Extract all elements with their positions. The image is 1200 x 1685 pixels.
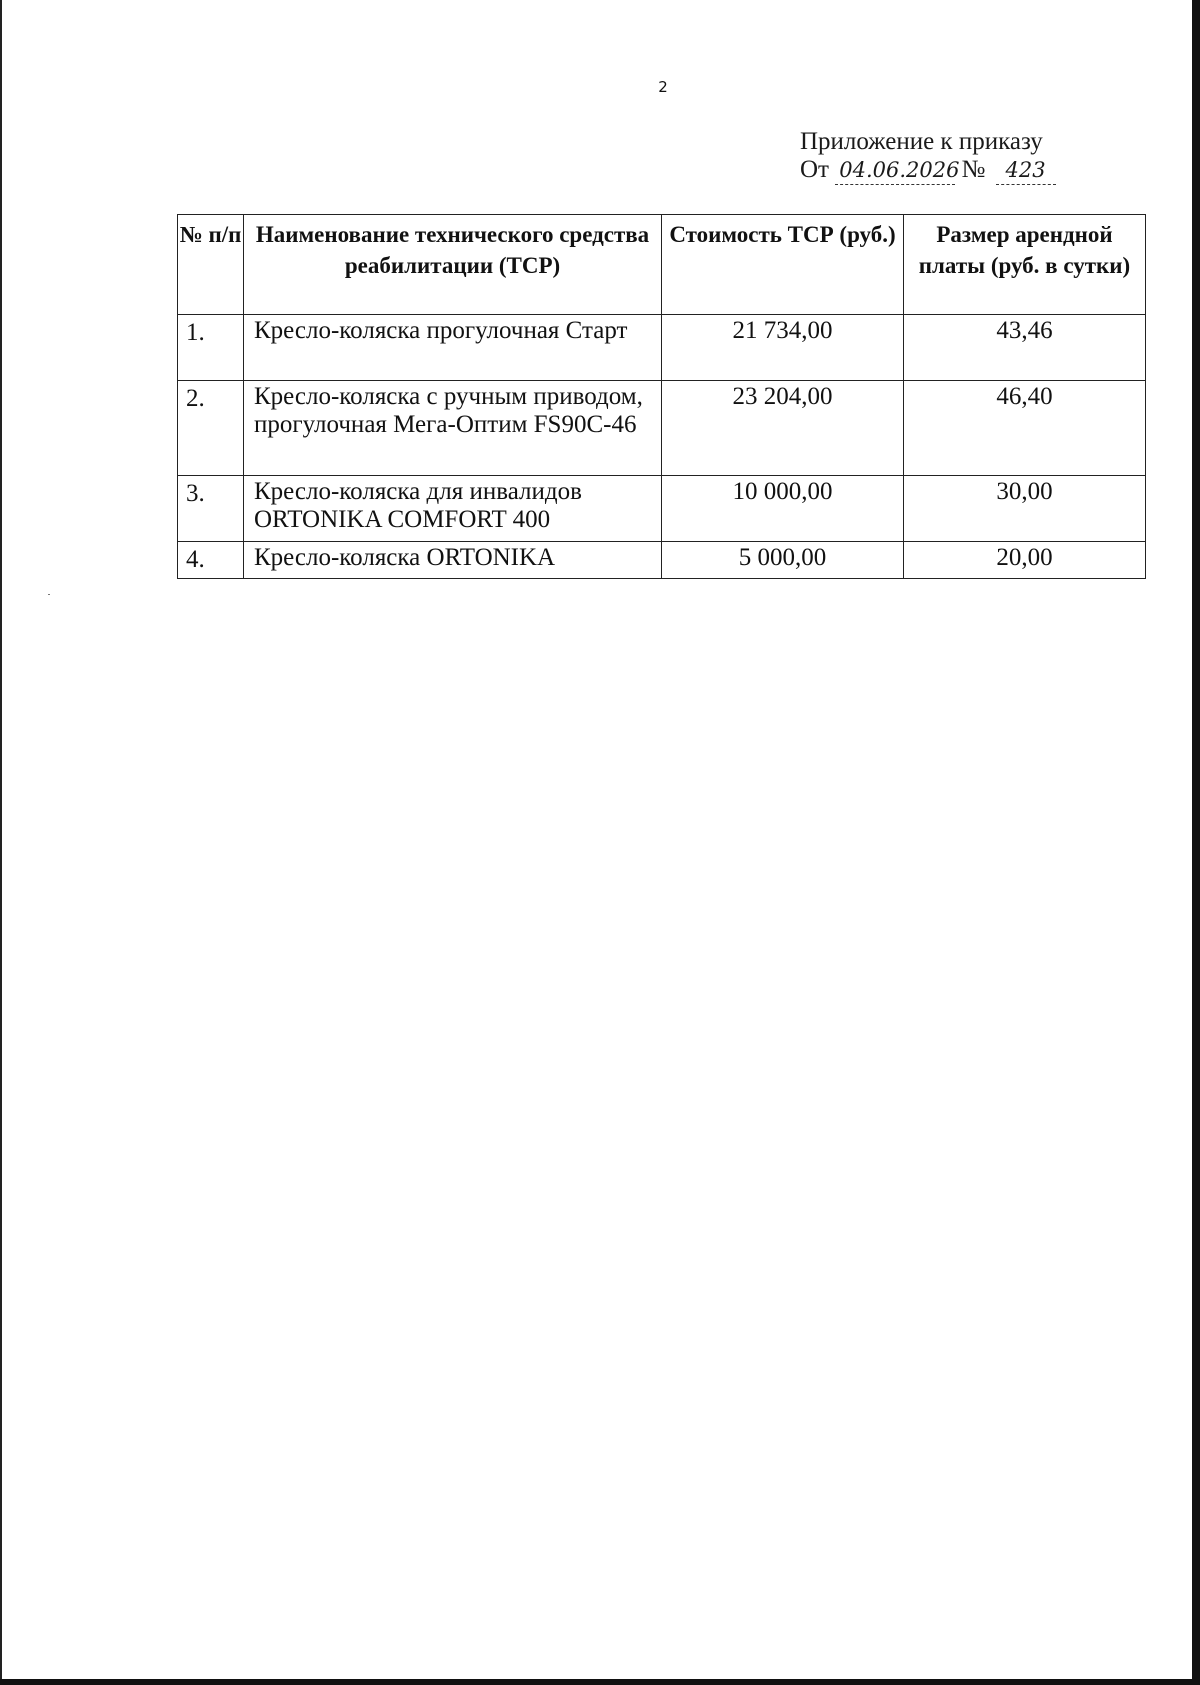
annex-title: Приложение к приказу: [800, 128, 1043, 155]
row-name: Кресло-коляска для инвалидов ORTONIKA COMFORT 400: [244, 476, 662, 542]
annex-header: [800, 128, 1056, 185]
row-rent: 30,00: [904, 476, 1146, 542]
row-name: Кресло-коляска с ручным приводом, прогулочная Мега-Оптим FS90C-46: [244, 381, 662, 476]
row-name: Кресло-коляска ORTONIKA: [244, 542, 662, 579]
annex-number-label: №: [961, 156, 986, 183]
page-number: 2: [658, 78, 668, 96]
table-header-row: [178, 215, 1146, 315]
row-cost: 5 000,00: [662, 542, 904, 579]
page-edge-left: [0, 0, 2, 1685]
row-cost: 10 000,00: [662, 476, 904, 542]
row-num: 3.: [178, 476, 244, 542]
row-num: 2.: [178, 381, 244, 476]
row-rent: 46,40: [904, 381, 1146, 476]
row-rent: 43,46: [904, 315, 1146, 381]
annex-number: 423: [996, 156, 1056, 185]
row-num: 1.: [178, 315, 244, 381]
annex-date: 04.06.2026: [835, 156, 955, 185]
annex-date-line: [800, 156, 1056, 185]
header-rent: Размер арендной платы (руб. в сутки): [904, 215, 1146, 315]
table-row: [178, 381, 1146, 476]
rehab-equipment-table: [177, 214, 1146, 579]
row-cost: 21 734,00: [662, 315, 904, 381]
page-edge-right: [1192, 0, 1200, 1685]
table-row: [178, 315, 1146, 381]
header-num: № п/п: [178, 215, 244, 315]
annex-from-label: От: [800, 156, 829, 183]
header-cost: Стоимость ТСР (руб.): [662, 215, 904, 315]
table-row: [178, 542, 1146, 579]
row-rent: 20,00: [904, 542, 1146, 579]
row-name: Кресло-коляска прогулочная Старт: [244, 315, 662, 381]
row-num: 4.: [178, 542, 244, 579]
row-cost: 23 204,00: [662, 381, 904, 476]
table-row: [178, 476, 1146, 542]
scan-mark: [48, 594, 50, 595]
header-name: Наименование технического средства реабилитации (ТСР): [244, 215, 662, 315]
page-edge-bottom: [0, 1679, 1200, 1685]
